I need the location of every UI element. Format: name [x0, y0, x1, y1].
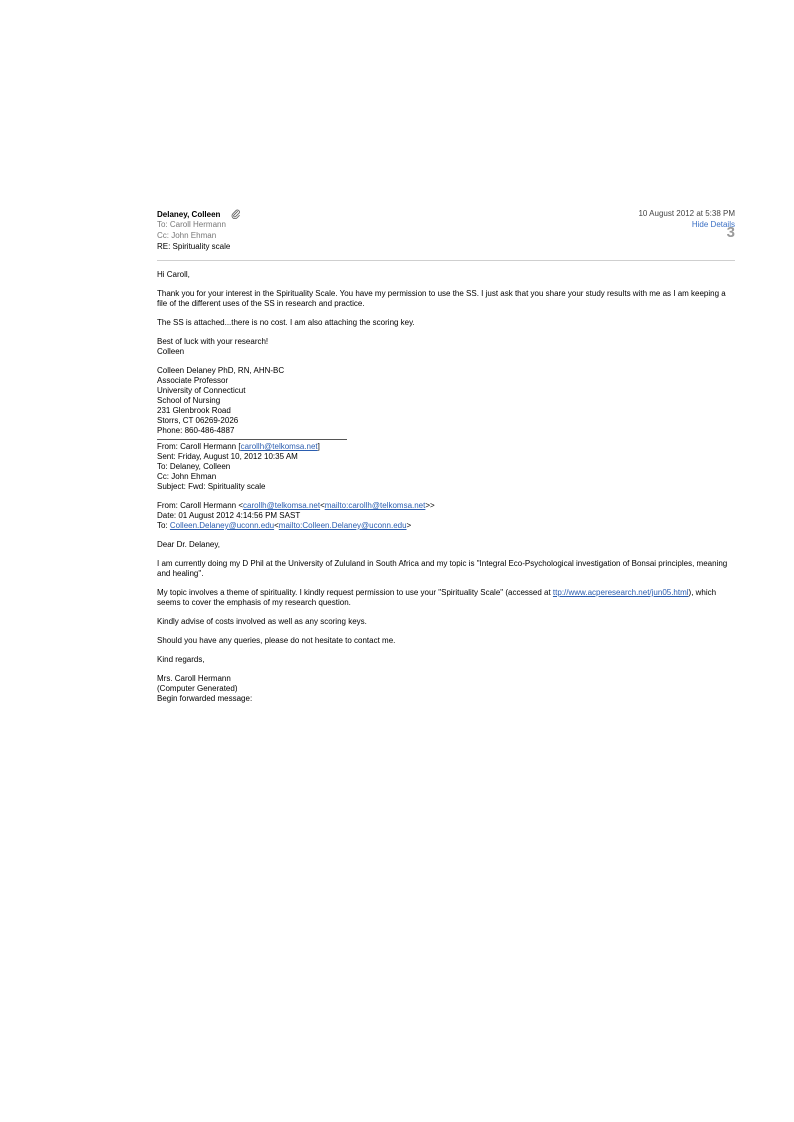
forward2-to-suffix: >	[406, 521, 412, 530]
forward2-date: Date: 01 August 2012 4:14:56 PM SAST	[157, 511, 301, 520]
signature-line: University of Connecticut	[157, 386, 246, 395]
reply-closing-name: Colleen	[157, 347, 185, 356]
forward1-from-suffix: ]	[317, 442, 320, 451]
signature-line: Storrs, CT 06269-2026	[157, 416, 239, 425]
forward2-from-mailto-link[interactable]: mailto:carollh@telkomsa.net	[324, 501, 426, 510]
forward1-to: To: Delaney, Colleen	[157, 462, 231, 471]
message-date: 10 August 2012 at 5:38 PM	[638, 209, 735, 218]
original-paragraph-3: Kindly advise of costs involved as well as any scoring keys.	[157, 617, 367, 626]
reply-paragraph-2: The SS is attached...there is no cost. I am also attaching the scoring key.	[157, 318, 415, 327]
reply-greeting: Hi Caroll,	[157, 270, 190, 279]
header-row-sender	[157, 209, 735, 220]
original-paragraph-2-end: ), which seems to cover the emphasis of my research question.	[157, 588, 717, 607]
forward1-from	[157, 442, 735, 452]
forward-header-2	[157, 501, 735, 531]
original-sign-off	[157, 674, 735, 704]
signature-line: Colleen Delaney PhD, RN, AHN-BC	[157, 366, 285, 375]
forward2-from-mid: <	[320, 501, 325, 510]
forward1-from-prefix: From: Caroll Hermann [	[157, 442, 241, 451]
forward2-to	[157, 521, 735, 531]
header-row-to	[157, 220, 735, 231]
attachment-count-badge: 3	[726, 224, 735, 241]
signature-line: Phone: 860-486-4887	[157, 426, 235, 435]
forward-separator	[157, 439, 347, 440]
sender-name: Delaney, Colleen	[157, 210, 221, 219]
forward2-from-prefix: From: Caroll Hermann <	[157, 501, 244, 510]
forward2-to-prefix: To:	[157, 521, 170, 530]
header-row-subject	[157, 242, 735, 253]
signature-line: School of Nursing	[157, 396, 221, 405]
email-message	[157, 209, 735, 713]
to-label: To:	[157, 220, 168, 229]
signature-line: Associate Professor	[157, 376, 229, 385]
acpe-research-link[interactable]: ttp://www.acperesearch.net/jun05.html	[552, 588, 689, 597]
original-paragraph-2-start: My topic involves a theme of spirituality. I kindly request permission to use your "Spirituality Scale" (accessed at	[157, 588, 553, 597]
reply-paragraph-1: Thank you for your interest in the Spirituality Scale. You have my permission to use the SS. I just ask that you share your study results with me as I am keeping a file of the different uses of the SS in research and practice.	[157, 289, 726, 308]
original-regards: Kind regards,	[157, 655, 205, 664]
forward1-cc: Cc: John Ehman	[157, 472, 217, 481]
forward1-sent: Sent: Friday, August 10, 2012 10:35 AM	[157, 452, 298, 461]
original-paragraph-2	[157, 588, 735, 608]
forward2-to-email-link[interactable]: Colleen.Delaney@uconn.edu	[169, 521, 275, 530]
header-divider	[157, 260, 735, 261]
cc-recipient[interactable]: John Ehman	[171, 231, 217, 240]
forward1-from-email-link[interactable]: carollh@telkomsa.net	[240, 442, 318, 451]
reply-closing-wish: Best of luck with your research!	[157, 337, 269, 346]
original-computer-generated: (Computer Generated)	[157, 684, 238, 693]
hide-details-link[interactable]: Hide Details	[691, 220, 735, 229]
forward2-from	[157, 501, 735, 511]
message-subject: RE: Spirituality scale	[157, 242, 231, 251]
cc-label: Cc:	[157, 231, 169, 240]
signature-block	[157, 366, 735, 436]
forward2-from-suffix: >>	[425, 501, 435, 510]
forward2-from-email-link[interactable]: carollh@telkomsa.net	[243, 501, 321, 510]
original-paragraph-1: I am currently doing my D Phil at the University of Zululand in South Africa and my topic is "Integral Eco-Psychological investigation of Bonsai principles, meaning and healing".	[157, 559, 728, 578]
forward2-to-mailto-link[interactable]: mailto:Colleen.Delaney@uconn.edu	[278, 521, 407, 530]
reply-closing	[157, 337, 735, 357]
original-sender-name: Mrs. Caroll Hermann	[157, 674, 231, 683]
original-greeting: Dear Dr. Delaney,	[157, 540, 220, 549]
forward-header-1	[157, 442, 735, 492]
forward1-subject: Subject: Fwd: Spirituality scale	[157, 482, 266, 491]
original-paragraph-4: Should you have any queries, please do not hesitate to contact me.	[157, 636, 396, 645]
begin-forwarded-message: Begin forwarded message:	[157, 694, 253, 703]
forward2-to-mid: <	[274, 521, 279, 530]
to-recipient[interactable]: Caroll Hermann	[169, 220, 226, 229]
signature-line: 231 Glenbrook Road	[157, 406, 231, 415]
